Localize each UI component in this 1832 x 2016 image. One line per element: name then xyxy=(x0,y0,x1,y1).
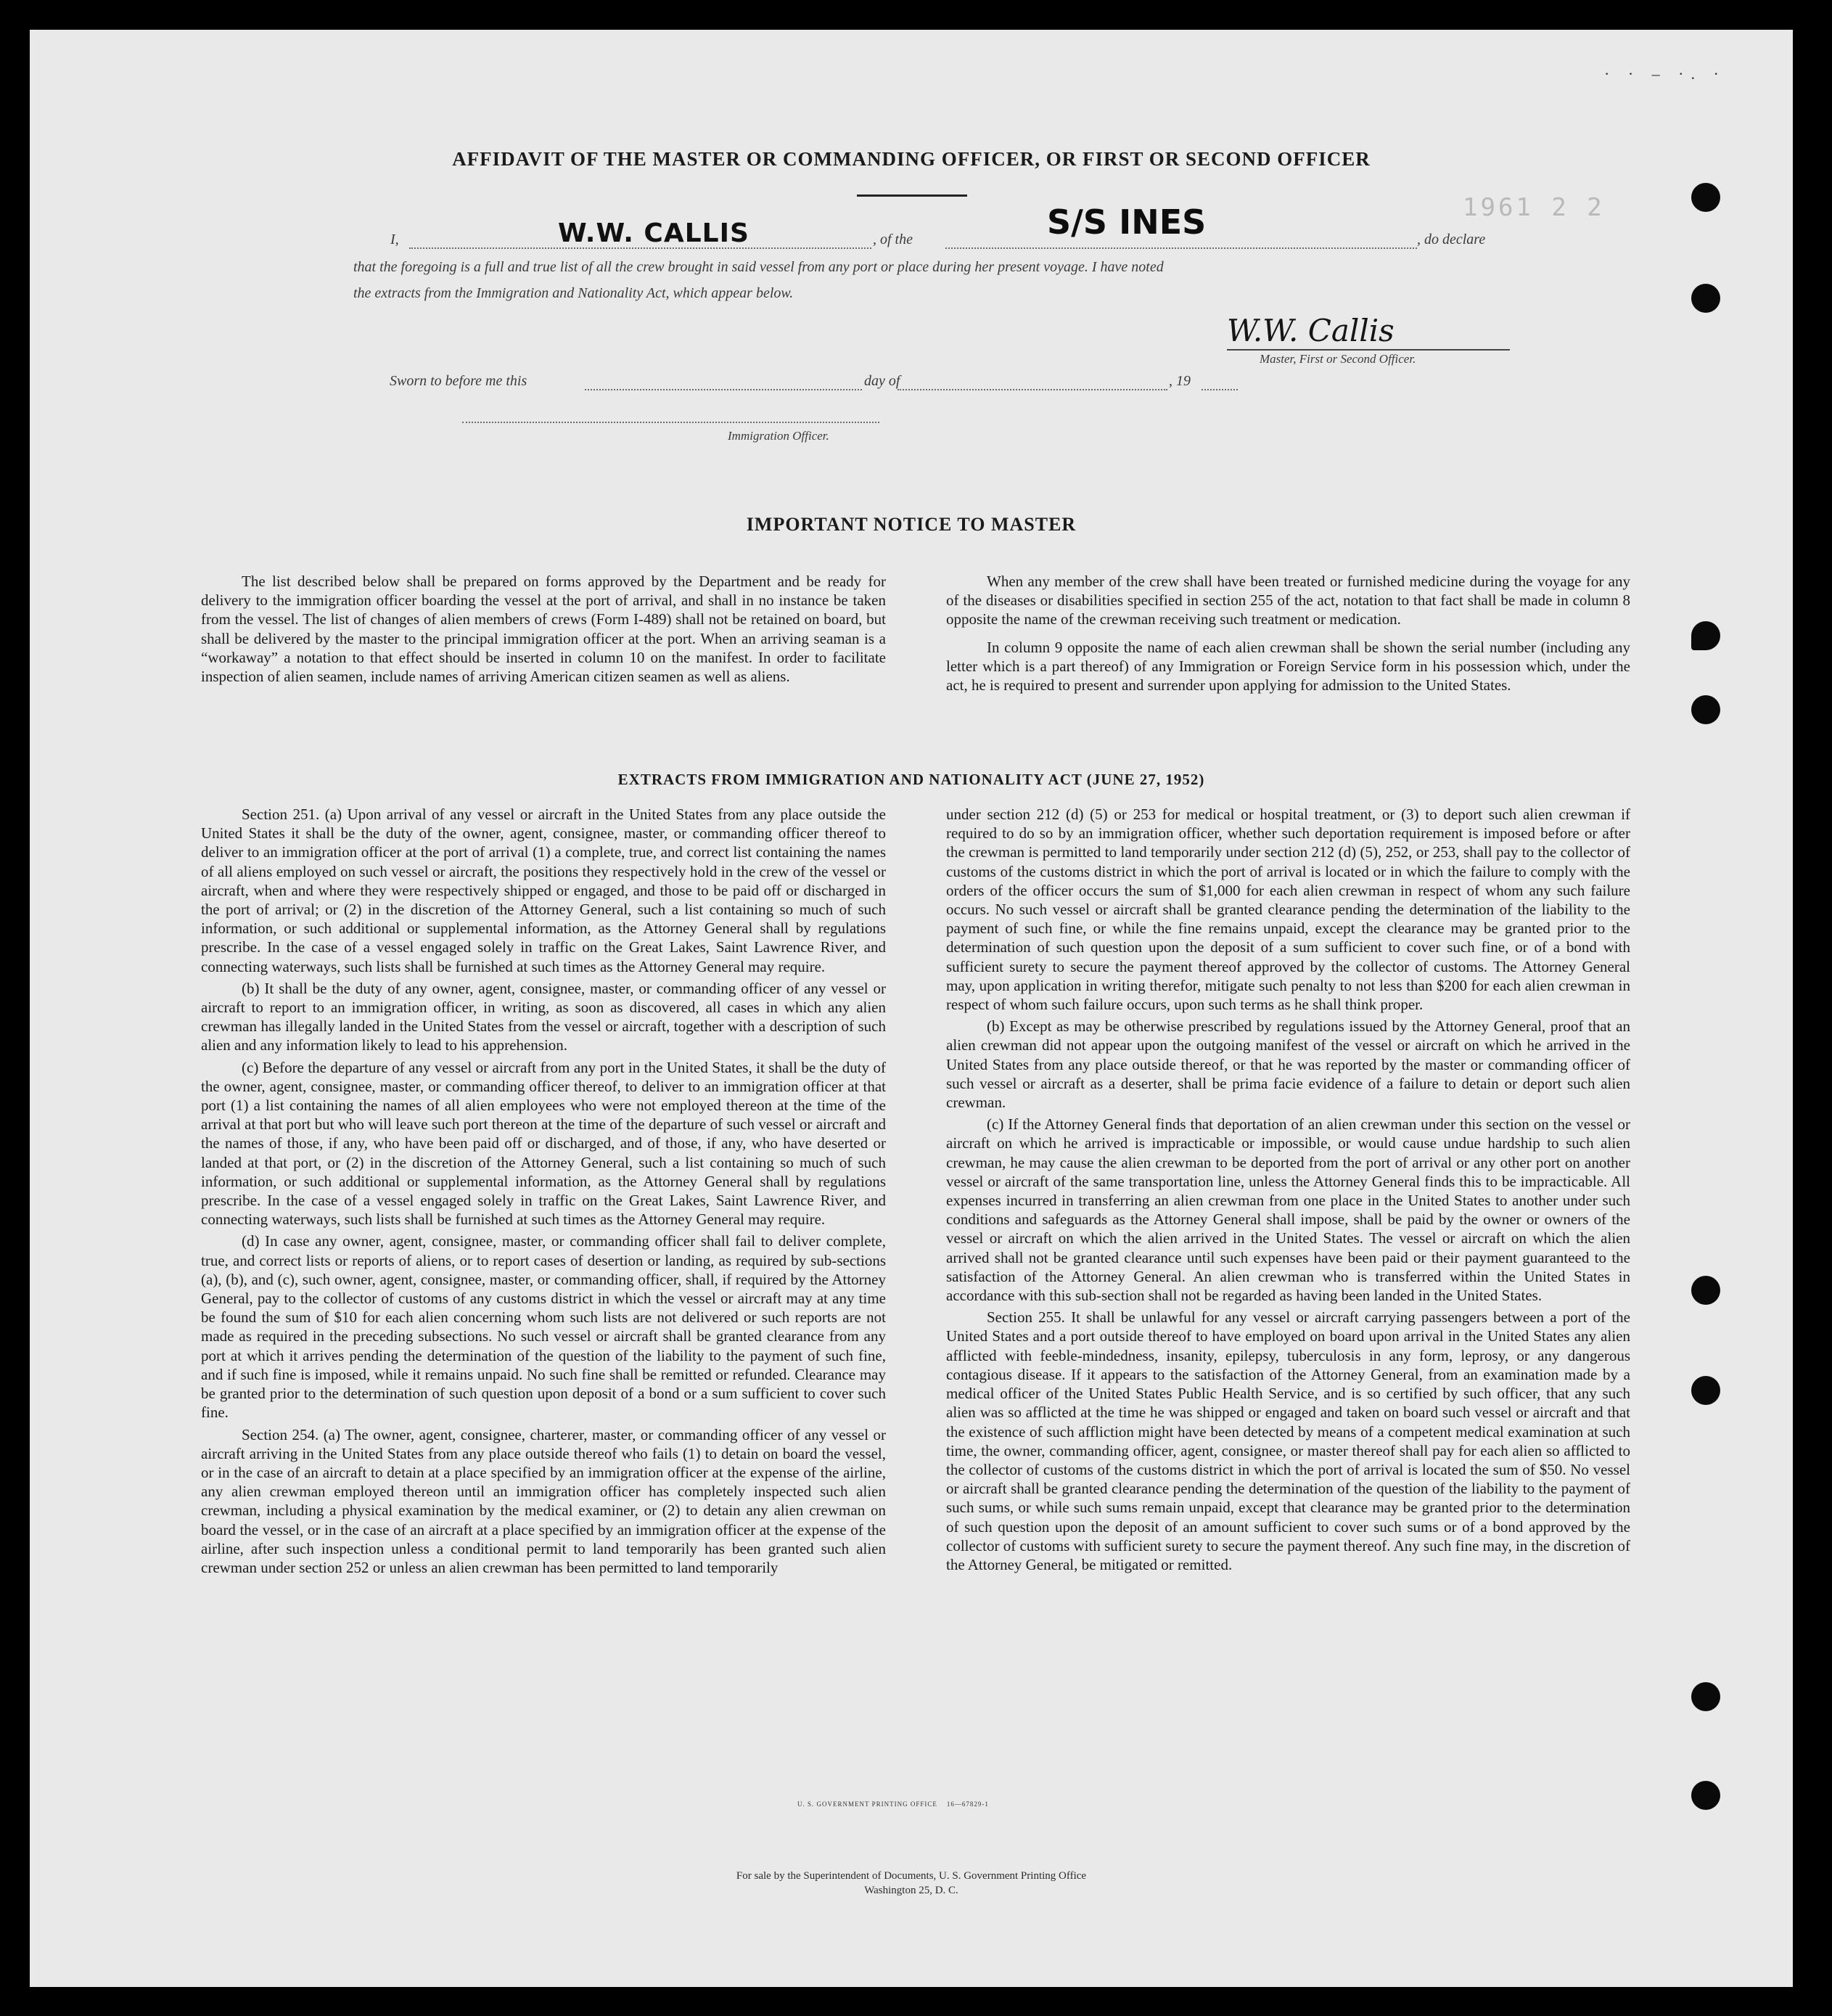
affidavit-title: AFFIDAVIT OF THE MASTER OR COMMANDING OFFICER, OR FIRST OR SECOND OFFICER xyxy=(452,148,1371,170)
sworn-year-line xyxy=(1202,389,1238,390)
form-page xyxy=(30,30,1793,1987)
corner-marks: · · – ·. · xyxy=(1604,65,1726,83)
sworn-month-line xyxy=(897,389,1167,390)
gpo-imprint: U. S. GOVERNMENT PRINTING OFFICE 16—67829-1 xyxy=(797,1800,989,1808)
notice-right xyxy=(946,572,1630,697)
sale-line-2: Washington 25, D. C. xyxy=(864,1885,958,1896)
officer-line xyxy=(462,422,879,423)
vessel-name[interactable]: S/S INES xyxy=(1047,202,1207,242)
signature[interactable]: W.W. Callis xyxy=(1227,313,1394,348)
corner-stamp: 1961 2 2 xyxy=(1463,193,1605,222)
section-paragraph: (b) It shall be the duty of any owner, agent, consignee, master, or commanding officer of any vessel or aircraft to report to an immigration officer, in writing, as soon as discovered, all cases in which any alien crewman has illegally landed in the United States from the vessel or aircraft, together with a description of such alien and any information likely to lead to his apprehension. xyxy=(201,979,886,1054)
sworn-label: Sworn to before me this xyxy=(390,373,527,389)
extracts-left-column xyxy=(201,805,886,1580)
notice-paragraph: When any member of the crew shall have been treated or furnished medicine during the voyage for any of the diseases or disabilities specified in section 255 of the act, notation to that fact shall be made in column 8 opposite the name of the crewman receiving such treatment or medication. xyxy=(946,573,1630,628)
punch-hole xyxy=(1691,1781,1720,1810)
section-paragraph: Section 254. (a) The owner, agent, consignee, charterer, master, or commanding officer of any vessel or aircraft arriving in the United States from any place outside thereof who fails (1) to detain on board the vessel, or in the case of an aircraft to detain at a place specified by an immigration officer at the expense of the airline, any alien crewman employed thereon until an immigration officer has completely inspected such alien crewman, including a physical examination by the medical examiner, or (2) to detain any alien crewman on board the vessel, or in the case of an aircraft at a place specified by an immigration officer at the expense of the airline, after such inspection unless a conditional permit to land temporarily has been granted such alien crewman under section 252 or unless an alien crewman has been permitted to land temporarily xyxy=(201,1425,886,1576)
section-paragraph: (b) Except as may be otherwise prescribed by regulations issued by the Attorney General, proof that an alien crewman did not appear upon the outgoing manifest of the vessel or aircraft on which he arrived in the United States from any place outside thereof, or that he was reported by the master or commanding officer of such vessel or aircraft as a deserter, shall be prima facie evidence of a failure to detain or deport such alien crewman. xyxy=(946,1017,1630,1112)
section-paragraph: (d) In case any owner, agent, consignee, master, or commanding officer shall fail to deliver complete, true, and correct lists or reports of aliens, or to report cases of desertion or landing, as required by sub-sections (a), (b), and (c), such owner, agent, consignee, master, or commanding officer, shall, if required by the Attorney General, pay to the collector of customs of any customs district in which the vessel or aircraft may at any time be found the sum of $10 for each alien concerning whom such lists are not delivered or such reports are not made as required in the preceding subsections. No such vessel or aircraft shall be granted clearance from any port at which it arrives pending the determination of the question of the liability to the payment of such fine, and if such fine is imposed, while it remains unpaid. No such fine shall be remitted or refunded. Clearance may be granted prior to the determination of such question upon deposit of a bond or a sum sufficient to cover such fine. xyxy=(201,1232,886,1422)
section-paragraph: (c) If the Attorney General finds that deportation of an alien crewman under this section on the vessel or aircraft on which he arrived is impracticable or impossible, or would cause undue hardship to such alien crewman, he may cause the alien crewman to be deported from the port of arrival or any other port on another vessel or aircraft of the same transportation line, unless the Attorney General finds this to be impracticable. All expenses incurred in transferring an alien crewman from one place in the United States to another under such conditions and safeguards as the Attorney General shall impose, shall be paid by the owner or owners of the vessel or aircraft on which the alien arrived in the United States. The vessel or aircraft on which the alien arrived shall not be granted clearance until such expenses have been paid or their payment guaranteed to the satisfaction of the Attorney General. An alien crewman who is transferred within the United States in accordance with this sub-section shall not be regarded as having been landed in the United States. xyxy=(946,1115,1630,1305)
punch-hole xyxy=(1691,1376,1720,1405)
signature-caption: Master, First or Second Officer. xyxy=(1260,352,1416,366)
punch-hole xyxy=(1691,183,1720,212)
affidavit-statement-1: that the foregoing is a full and true list of all the crew brought in said vessel from any port or place during her present voyage. I have noted xyxy=(353,259,1164,275)
notice-paragraph: In column 9 opposite the name of each alien crewman shall be shown the serial number (including any letter which is a part thereof) of any Immigration or Foreign Service form in his possession which, under the act, he is required to present and surrender upon applying for admission to the United States. xyxy=(946,638,1630,694)
extracts-title: EXTRACTS FROM IMMIGRATION AND NATIONALITY ACT (JUNE 27, 1952) xyxy=(617,771,1205,788)
section-paragraph: under section 212 (d) (5) or 253 for medical or hospital treatment, or (3) to deport such alien crewman if required to do so by an immigration officer, whether such deportation requirement is imposed before or after the crewman is permitted to land temporarily under section 212 (d) (5), 252, or 253, shall pay to the collector of customs of the customs district in which the port of arrival is located or in which the failure to comply with the orders of the officer occurs the sum of $1,000 for each alien crewman in respect of whom any such failure occurs. No such vessel or aircraft shall be granted clearance pending the determination of the liability to the payment of such fine, or while the fine remains unpaid, except the clearance may be granted prior to the determination of such question upon the deposit of a sum sufficient to cover such fine, or of a bond with sufficient surety to secure the payment thereof approved by the collector of customs. The Attorney General may, upon application in writing therefor, mitigate such penalty to not less than $200 for each alien crewman in respect of whom such failure occurs, upon such terms as he shall think proper. xyxy=(946,806,1630,1014)
section-paragraph: (c) Before the departure of any vessel or aircraft from any port in the United States, it shall be the duty of the owner, agent, consignee, master, or commanding officer thereof, to deliver to an immigration officer at that port (1) a list containing the names of all alien employees who were not employed thereon at the time of the arrival at that port but who will leave such port thereon at the time of the departure of such vessel or aircraft and the names of those, if any, who have been paid off or discharged, and of those, if any, who have deserted or landed at that port, or (2) in the discretion of the Attorney General, such a list containing so much of such information, or such additional or supplemental information, as the Attorney General shall by regulations prescribe. In the case of a vessel engaged solely in traffic on the Great Lakes, Saint Lawrence River, and connecting waterways, such lists shall be furnished at such times as the Attorney General may require. xyxy=(201,1058,886,1229)
sworn-date-line xyxy=(585,389,862,390)
affidavit-statement-2: the extracts from the Immigration and Nationality Act, which appear below. xyxy=(353,285,794,301)
signature-line xyxy=(1227,349,1510,351)
vessel-name-line xyxy=(945,247,1417,249)
punch-hole xyxy=(1691,695,1720,724)
section-paragraph: Section 255. It shall be unlawful for any vessel or aircraft carrying passengers between a port of the United States and a port outside thereof to have employed on board upon arrival in the United States any alien afflicted with feeble-mindedness, insanity, epilepsy, tuberculosis in any form, leprosy, or any dangerous contagious disease. If it appears to the satisfaction of the Attorney General, from an examination made by a medical officer of the United States Public Health Service, and is so certified by such officer, that any such alien was so afflicted at the time he was shipped or engaged and taken on board such vessel or aircraft and that the existence of such affliction might have been detected by means of a competent medical examination at such time, the owner, commanding officer, agent, consignee, or master thereof shall pay for each alien so afflicted to the collector of customs of the customs district in which the port of arrival is located the sum of $50. No vessel or aircraft shall be granted clearance pending the determination of the question of the liability to the payment of such sums, or while such sums remain unpaid, except that clearance may be granted prior to the determination of such question upon the deposit of an amount sufficient to cover such sums or of a bond approved by the collector of customs with sufficient surety to secure the payment thereof. Any such fine may, in the discretion of the Attorney General, be mitigated or remitted. xyxy=(946,1308,1630,1573)
officer-caption: Immigration Officer. xyxy=(728,429,829,443)
of-the-label: , of the xyxy=(873,231,913,247)
punch-hole xyxy=(1691,1276,1720,1305)
year-label: , 19 xyxy=(1169,373,1191,389)
punch-hole xyxy=(1691,284,1720,313)
punch-hole xyxy=(1691,1682,1720,1711)
do-declare-label: , do declare xyxy=(1417,231,1486,247)
master-name[interactable]: W.W. CALLIS xyxy=(558,218,749,248)
notice-left xyxy=(201,572,886,689)
section-paragraph: Section 251. (a) Upon arrival of any vessel or aircraft in the United States from any place outside the United States it shall be the duty of the owner, agent, consignee, master, or commanding officer thereof to deliver to an immigration officer at the port of arrival (1) a complete, true, and correct list containing the names of all aliens employed on such vessel or aircraft, the positions they respectively hold in the crew of the vessel or aircraft, when and where they were respectively shipped or engaged, and those to be paid off or discharged in the port of arrival; or (2) in the discretion of the Attorney General, such a list containing so much of such information, or such additional or supplemental information, as the Attorney General shall by regulations prescribe. In the case of a vessel engaged solely in traffic on the Great Lakes, Saint Lawrence River, and connecting waterways, such lists shall be furnished at such times as the Attorney General may require. xyxy=(201,806,886,975)
sale-line-1: For sale by the Superintendent of Documents, U. S. Government Printing Office xyxy=(736,1870,1087,1882)
title-divider xyxy=(857,194,967,197)
day-of-label: day of xyxy=(864,373,900,389)
notice-title: IMPORTANT NOTICE TO MASTER xyxy=(746,514,1077,535)
notice-paragraph: The list described below shall be prepared on forms approved by the Department and be ready for delivery to the immigration officer boarding the vessel at the port of arrival, and shall in no instance be taken from the vessel. The list of changes of alien members of crews (Form I-489) shall not be retained on board, but shall be delivered by the master to the principal immigration officer at the port. When an arriving seaman is a “workaway” a notation to that effect should be inserted in column 10 on the manifest. In order to facilitate inspection of alien seamen, include names of arriving American citizen seamen as well as aliens. xyxy=(201,573,886,686)
i-label: I, xyxy=(390,231,399,247)
punch-hole xyxy=(1691,621,1720,650)
extracts-right-column xyxy=(946,805,1630,1577)
